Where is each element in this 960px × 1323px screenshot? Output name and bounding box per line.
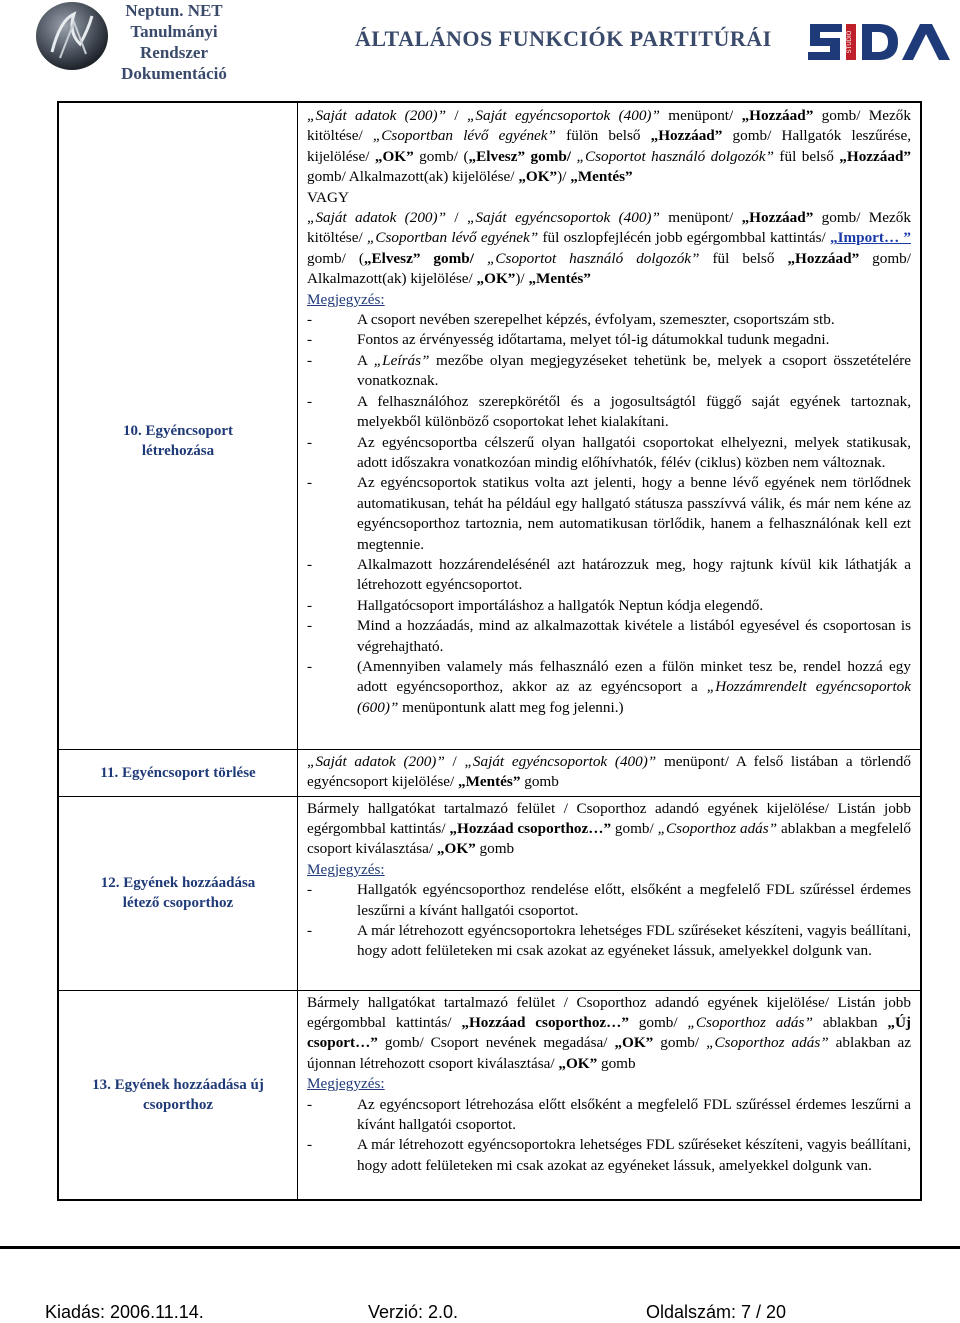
import-link[interactable]: „Import… ” <box>829 229 911 247</box>
list-item: - Mind a hozzáadás, mind az alkalmazottak kivétele a listából egyesével és csoportosan is végrehajtható. <box>307 617 911 655</box>
list-item: - Hallgatók egyéncsoporthoz rendelése előtt, elsőként a megfelelő FDL szűréssel érdemes leszűrni a kívánt hallgatói csoportot. <box>307 881 911 919</box>
row-label-text: 13. Egyének hozzáadása új <box>92 1076 264 1093</box>
procedure-path: „Saját adatok (200)” / „Saját egyéncsoportok (400)” menüpont/ A felső listában a törlendő egyéncsoport kijelölése/ „Mentés” gomb <box>307 752 911 790</box>
table-row <box>58 749 921 796</box>
row-content-10 <box>298 102 922 749</box>
logo-studio-text: STUDIO <box>847 30 853 54</box>
list-item: - Az egyéncsoportba célszerű olyan hallgatói csoportokat elhelyezni, melyek statikusak, adott időszakra vonatkozóan mindig előhívhatók, félév (ciklus) közben nem változnak. <box>307 433 911 471</box>
footer-release-date: Kiadás: 2006.11.14. <box>45 1302 204 1322</box>
footer-divider <box>0 1246 960 1249</box>
row-content-13 <box>298 990 922 1200</box>
note-label: Megjegyzés: <box>307 860 385 878</box>
footer-version: Verzió: 2.0. <box>368 1302 459 1322</box>
page-title: ÁLTALÁNOS FUNKCIÓK PARTITÚRÁI <box>355 26 772 51</box>
note-label: Megjegyzés: <box>307 290 385 308</box>
doc-title-block <box>104 0 244 84</box>
row-label-10 <box>58 102 298 749</box>
doc-title-line: Rendszer <box>140 43 208 62</box>
list-item: - A már létrehozott egyéncsoportokra lehetséges FDL szűréseket készíteni, vagyis beállítani, hogy adott felületeken mi csak azokat az egyéneket lássuk, amelyekkel dolgunk van. <box>307 1136 911 1174</box>
sda-logo-icon <box>806 10 960 72</box>
row-label-11 <box>58 749 298 796</box>
procedure-path: Bármely hallgatókat tartalmazó felület / Csoporthoz adandó egyének kijelölése/ Listán jobb egérgombbal kattintás/ „Hozzáad csoporthoz…” gomb/ „Csoporthoz adás” ablakban a megfelelő csoport kiválasztása/ „OK” gomb <box>307 799 912 858</box>
note-label: Megjegyzés: <box>307 1075 385 1093</box>
row-label-text: 10. Egyéncsoport <box>123 422 233 439</box>
table-row <box>58 796 921 990</box>
row-content-12 <box>298 796 922 990</box>
table-row <box>58 102 921 749</box>
list-item: - A „Leírás” mezőbe olyan megjegyzéseket tehetünk be, melyek a csoport összetételére vonatkoznak. <box>307 351 911 390</box>
doc-title-line: Dokumentáció <box>121 64 227 83</box>
doc-title-line: Neptun. NET <box>125 1 223 20</box>
list-item: - (Amennyiben valamely más felhasználó ezen a fülön minket tesz be, rendel hozzá egy adott egyéncsoporthoz, akkor az az egyéncsoport a „Hozzámrendelt egyéncsoportok (600)” menüpontunk alatt meg fog jelenni.) <box>307 657 911 716</box>
list-item: - A felhasználóhoz szerepkörétől és a jogosultságtól függő saját egyének tartoznak, melyekből különböző csoportokat lehet kialakítani. <box>307 392 911 431</box>
row-label-text: létező csoporthoz <box>122 895 234 911</box>
function-table <box>57 101 922 1201</box>
procedure-path: „Saját adatok (200)” / „Saját egyéncsoportok (400)” menüpont/ „Hozzáad” gomb/ Mezők kitöltése/ „Csoportban lévő egyének” fülön belső „Hozzáad” gomb/ Hallgatók leszűrése, kijelölése/ „OK” gomb/ („Elvesz” gomb/ „Csoportot használó dolgozók” fül belső „Hozzáad” gomb/ Alkalmazott(ak) kijelölése/ „OK”)/ „Mentés” <box>307 107 912 186</box>
procedure-path: Bármely hallgatókat tartalmazó felület / Csoporthoz adandó egyének kijelölése/ Listán jobb egérgombbal kattintás/ „Hozzáad csoporthoz…” gomb/ „Csoporthoz adás” ablakban „Új csoport…” gomb/ Csoport nevének megadása/ „OK” gomb/ „Csoporthoz adás” ablakban az újonnan létrehozott csoport kiválasztása/ „OK” gomb <box>307 993 911 1072</box>
row-label-text: csoporthoz <box>143 1096 213 1113</box>
list-item: - Az egyéncsoport létrehozása előtt elsőként a megfelelő FDL szűréssel érdemes leszűrni a kívánt hallgatói csoportot. <box>307 1095 911 1133</box>
list-item: - Az egyéncsoportok statikus volta azt jelenti, hogy a benne lévő egyének nem törlődnek automatikusan, tehát ha például egy hallgató státusza passzívvá válik, és már nem kéne az egyéncsoporthoz tartoznia, nem automatikusan törlődik, hanem a felhasználónak kell ezt megtennie. <box>307 474 911 553</box>
list-item: - A már létrehozott egyéncsoportokra lehetséges FDL szűréseket készíteni, vagyis beállítani, hogy adott felületeken mi csak azokat az egyéneket lássuk, amelyekkel dolgunk van. <box>307 921 911 960</box>
table-row <box>58 990 921 1200</box>
list-item: - A csoport nevében szerepelhet képzés, évfolyam, szemeszter, csoportszám stb. <box>307 311 835 329</box>
list-item: - Fontos az érvényesség időtartama, melyet tól-ig dátumokkal tudunk megadni. <box>307 331 830 349</box>
row-label-text: 12. Egyének hozzáadása <box>100 875 256 891</box>
row-content-11 <box>298 749 922 796</box>
footer-page-number: Oldalszám: 7 / 20 <box>646 1302 787 1322</box>
procedure-path: „Saját adatok (200)” / „Saját egyéncsoportok (400)” menüpont/ „Hozzáad” gomb/ Mezők kitöltése/ „Csoportban lévő egyének” fül oszlopfejlécén jobb egérgombbal kattintás/ „Import… ” gomb/ („Elvesz” gomb/ „Csoportot használó dolgozók” fül belső „Hozzáad” gomb/ Alkalmazott(ak) kijelölése/ „OK”)/ „Mentés” <box>307 209 911 288</box>
doc-title-line: Tanulmányi <box>130 22 218 41</box>
list-item: - Hallgatócsoport importáláshoz a hallgatók Neptun kódja elegendő. <box>307 596 764 614</box>
row-label-text: létrehozása <box>141 442 215 459</box>
row-label-12 <box>58 796 298 990</box>
list-item: - Alkalmazott hozzárendelésénél azt határozzuk meg, hogy rajtunk kívül kik láthatják a létrehozott egyéncsoportot. <box>307 555 911 594</box>
or-separator: VAGY <box>307 188 349 206</box>
row-label-13 <box>58 990 298 1200</box>
page-header <box>0 0 960 86</box>
row-label-text: 11. Egyéncsoport törlése <box>100 764 256 781</box>
